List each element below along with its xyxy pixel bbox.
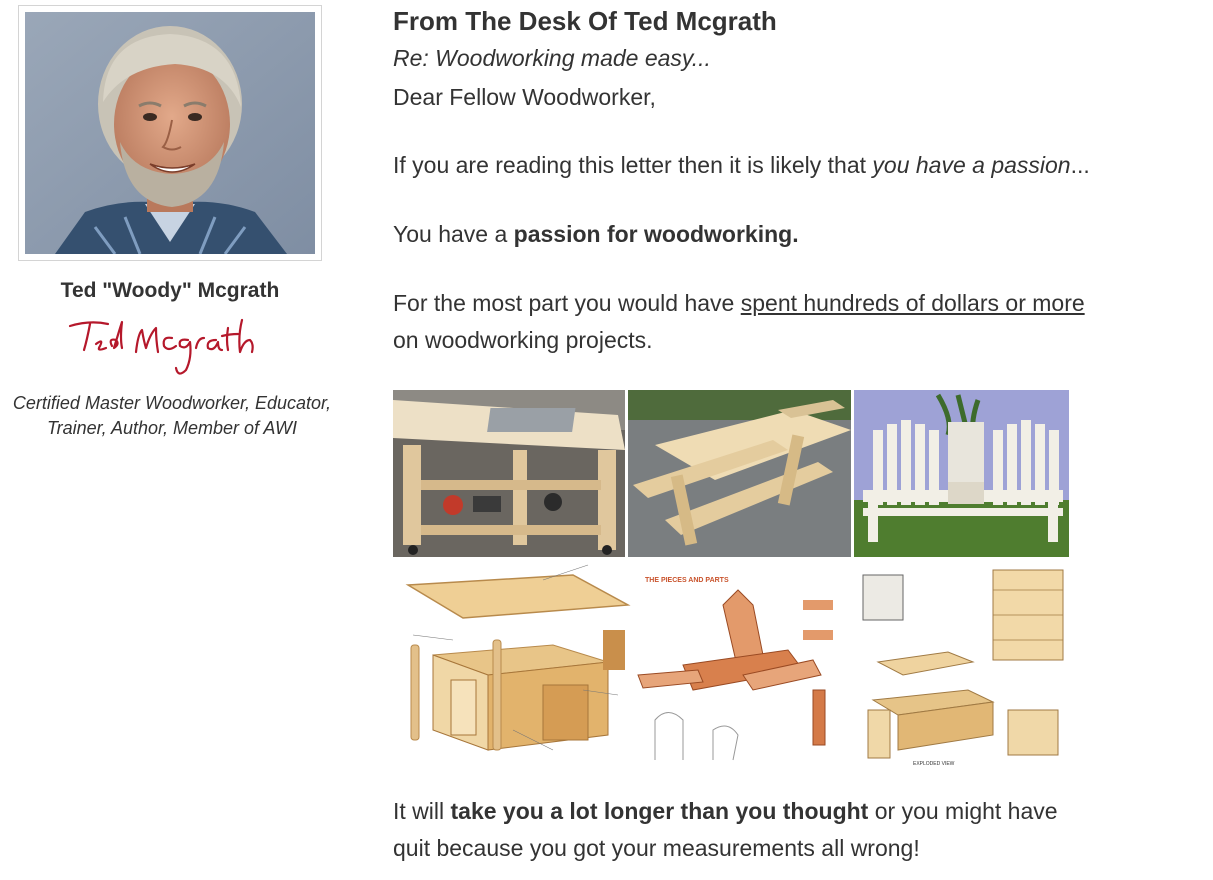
author-photo [25, 12, 315, 254]
paragraph-time [393, 793, 1058, 867]
kitchen-island-plan-diagram [393, 560, 631, 770]
double-adirondack-bench-photo [854, 390, 1069, 557]
diagram-caption: EXPLODED VIEW [913, 761, 955, 767]
letter-heading: From The Desk Of Ted Mcgrath [393, 6, 777, 36]
author-credentials: Certified Master Woodworker, Educator, Trainer, Author, Member of AWI [12, 393, 332, 438]
text: If you are reading this letter then it is likely that [393, 152, 873, 178]
text: on woodworking projects. [393, 327, 653, 353]
bench-exploded-view-diagram [852, 560, 1069, 770]
text: ... [1070, 152, 1090, 178]
text: It will [393, 798, 451, 824]
adirondack-chair-plan-diagram [634, 560, 849, 770]
paragraph-passion [393, 147, 1090, 184]
workbench-photo [393, 390, 625, 557]
paragraph-spending [393, 285, 1085, 359]
author-name: Ted "Woody" Mcgrath [60, 279, 280, 302]
text: For the most part you would have [393, 290, 741, 316]
letter-greeting: Dear Fellow Woodworker, [393, 84, 656, 110]
paragraph-woodworking [393, 216, 799, 253]
bold-text: take you a lot longer than you thought [450, 798, 869, 824]
emphasis-text: you have a passion [872, 152, 1071, 178]
bold-text: passion for woodworking. [513, 221, 799, 247]
picnic-table-photo [628, 390, 851, 557]
diagram-title: THE PIECES AND PARTS [645, 577, 729, 584]
text: You have a [393, 221, 514, 247]
text: quit because you got your measurements all wrong! [393, 835, 920, 861]
text: or you might have [868, 798, 1058, 824]
project-image-gallery [393, 390, 1069, 770]
letter-subject: Re: Woodworking made easy... [393, 45, 711, 71]
underlined-text: spent hundreds of dollars or more [740, 290, 1085, 316]
signature-image [60, 308, 280, 386]
author-photo-frame [18, 5, 322, 261]
